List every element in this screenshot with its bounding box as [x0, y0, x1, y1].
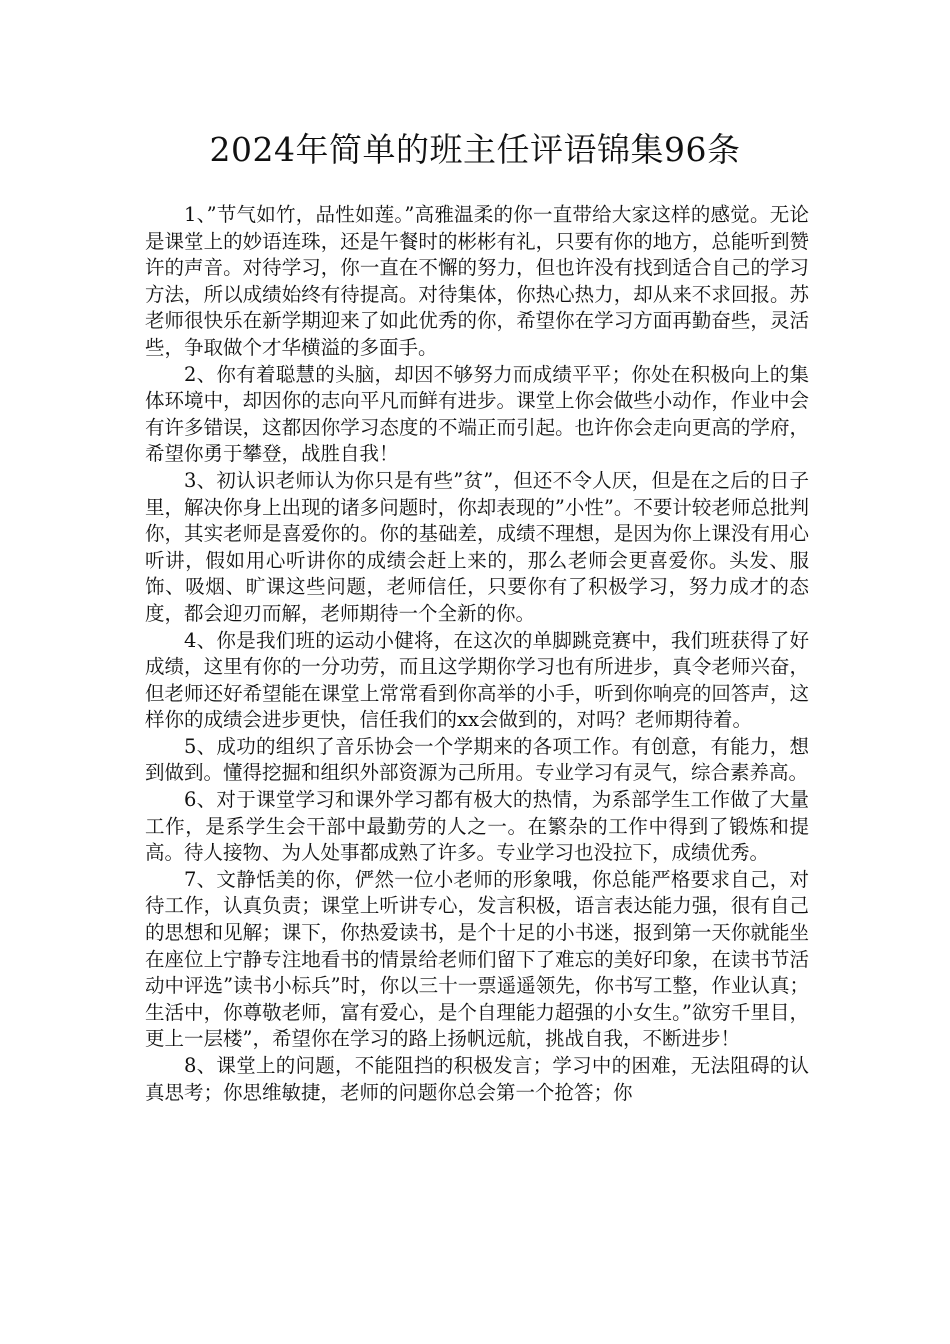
paragraph-1: 1、”节气如竹，品性如莲。”高雅温柔的你一直带给大家这样的感觉。无论是课堂上的妙语连珠，还是午餐时的彬彬有礼，只要有你的地方，总能听到赞许的声音。对待学习，你一直在不懈的努力，但也许没有找到适合自己的学习方法，所以成绩始终有待提高。对待集体，你热心热力，却从来不求回报。苏老师很快乐在新学期迎来了如此优秀的你，希望你在学习方面再勤奋些，灵活些，争取做个才华横溢的多面手。: [145, 203, 809, 359]
paragraph-3: 3、初认识老师认为你只是有些”贫”，但还不令人厌，但是在之后的日子里，解决你身上出现的诸多问题时，你却表现的”小性”。不要计较老师总批判你，其实老师是喜爱你的。你的基础差，成绩不理想，是因为你上课没有用心听讲，假如用心听讲你的成绩会赶上来的，那么老师会更喜爱你。头发、服饰、吸烟、旷课这些问题，老师信任，只要你有了积极学习，努力成才的态度，都会迎刃而解，老师期待一个全新的你。: [145, 468, 809, 625]
document-body: [145, 202, 809, 1106]
paragraph-5: 5、成功的组织了音乐协会一个学期来的各项工作。有创意，有能力，想到做到。懂得挖掘和组织外部资源为己所用。专业学习有灵气，综合素养高。: [145, 734, 809, 785]
paragraph-6: 6、对于课堂学习和课外学习都有极大的热情，为系部学生工作做了大量工作，是系学生会干部中最勤劳的人之一。在繁杂的工作中得到了锻炼和提高。待人接物、为人处事都成熟了许多。专业学习也没拉下，成绩优秀。: [145, 788, 809, 865]
paragraph-4: 4、你是我们班的运动小健将，在这次的单脚跳竞赛中，我们班获得了好成绩，这里有你的一分功劳，而且这学期你学习也有所进步，真令老师兴奋，但老师还好希望能在课堂上常常看到你高举的小手，听到你响亮的回答声，这样你的成绩会进步更快，信任我们的xx会做到的，对吗？老师期待着。: [145, 628, 809, 732]
paragraph-2: 2、你有着聪慧的头脑，却因不够努力而成绩平平；你处在积极向上的集体环境中，却因你的志向平凡而鲜有进步。课堂上你会做些小动作，作业中会有许多错误，这都因你学习态度的不端正而引起。也许你会走向更高的学府，希望你勇于攀登，战胜自我！: [145, 362, 809, 466]
paragraph-7: 7、文静恬美的你，俨然一位小老师的形象哦，你总能严格要求自己，对待工作，认真负责；课堂上听讲专心，发言积极，语言表达能力强，很有自己的思想和见解；课下，你热爱读书，是个十足的小书迷，报到第一天你就能坐在座位上宁静专注地看书的情景给老师们留下了难忘的美好印象，在读书节活动中评选”读书小标兵”时，你以三十一票遥遥领先，你书写工整，作业认真；生活中，你尊敬老师，富有爱心，是个自理能力超强的小女生。”欲穷千里目，更上一层楼”，希望你在学习的路上扬帆远航，挑战自我，不断进步！: [145, 867, 809, 1051]
document-title: 2024年简单的班主任评语锦集96条: [209, 130, 741, 169]
paragraph-8: 8、课堂上的问题，不能阻挡的积极发言；学习中的困难，无法阻碍的认真思考；你思维敏捷，老师的问题你总会第一个抢答；你: [145, 1054, 809, 1104]
